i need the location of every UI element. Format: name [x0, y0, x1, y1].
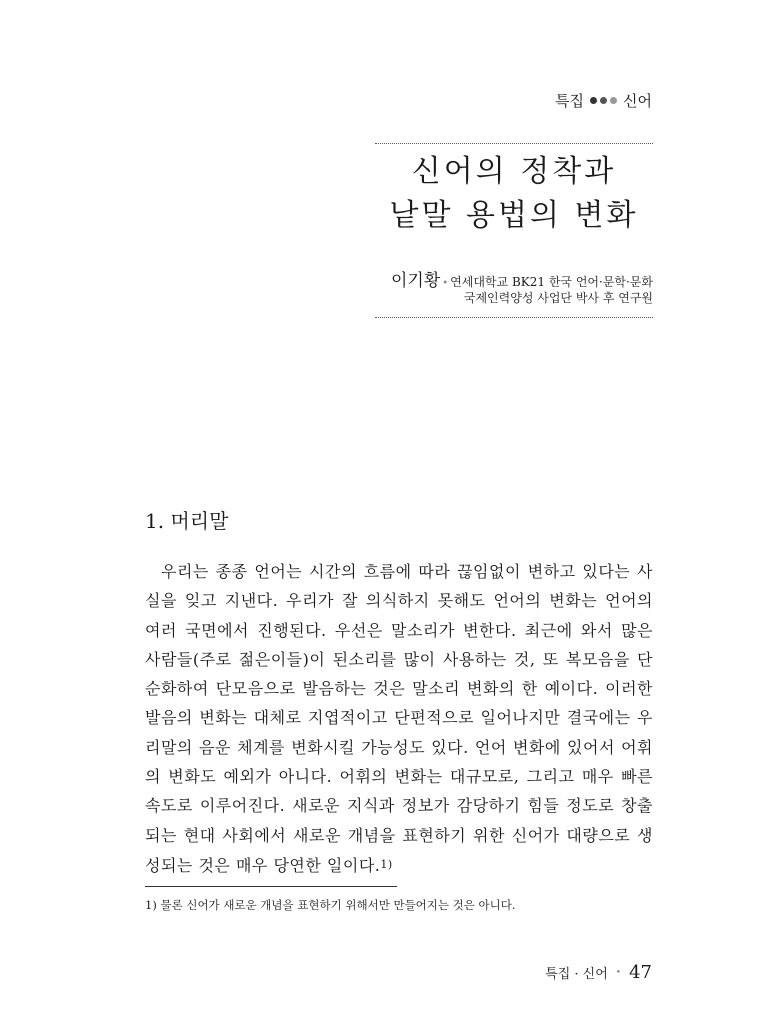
author-bottom-rule: [375, 317, 653, 318]
dot-icon: [600, 97, 607, 104]
affiliation-line-2: 국제인력양성 사업단 박사 후 연구원: [463, 291, 653, 305]
section-dots-icon: [590, 97, 617, 104]
footnote-rule: [145, 886, 397, 887]
running-title: 특집 · 신어: [545, 967, 608, 982]
article-title: [375, 150, 653, 238]
dot-icon: [590, 97, 597, 104]
topic-label: 신어: [623, 92, 652, 110]
paragraph-text: 우리는 종종 언어는 시간의 흐름에 따라 끊임없이 변하고 있다는 사실을 잊고 지낸다. 우리가 잘 의식하지 못해도 언어의 변화는 언어의 여러 국면에서 진행된다. 우선은 말소리가 변한다. 최근에 와서 많은 사람들(주로 젊은이들)이 된소리를 많이 사용하는 것, 또 복모음을 단순화하여 단모음으로 발음하는 것은 말소리 변화의 한 예이다. 이러한 발음의 변화는 대체로 지엽적이고 단편적으로 일어나지만 결국에는 우리말의 음운 체계를 변화시킬 가능성도 있다. 언어 변화에 있어서 어휘의 변화도 예외가 아니다. 어휘의 변화는 대규모로, 그리고 매우 빠른 속도로 이루어진다. 새로운 지식과 정보가 감당하기 힘들 정도로 창출되는 현대 사회에서 새로운 개념을 표현하기 위한 신어가 대량으로 생성되는 것은 매우 당연한 일이다.: [145, 562, 653, 875]
section-tag: [555, 90, 652, 111]
title-line-1: 신어의 정착과: [411, 154, 617, 189]
section-label: 특집: [555, 92, 585, 110]
title-top-rule: [375, 143, 653, 144]
author-name: 이기황: [390, 271, 441, 291]
affiliation-line-1: 연세대학교 BK21 한국 언어·문학·문화: [450, 275, 653, 289]
page-number: 47: [629, 962, 652, 983]
footer-separator: •: [615, 967, 622, 978]
body-paragraph: [145, 557, 653, 880]
title-line-2: 낱말 용법의 변화: [389, 198, 639, 233]
footnote-reference[interactable]: 1): [380, 857, 393, 871]
dot-icon: [610, 97, 617, 104]
author-separator: •: [442, 278, 449, 289]
author-block: [375, 271, 653, 305]
footnote-text: 1) 물론 신어가 새로운 개념을 표현하기 위해서만 만들어지는 것은 아니다.: [145, 898, 516, 912]
page-footer: [545, 962, 652, 983]
section-heading: 1. 머리말: [145, 509, 229, 533]
